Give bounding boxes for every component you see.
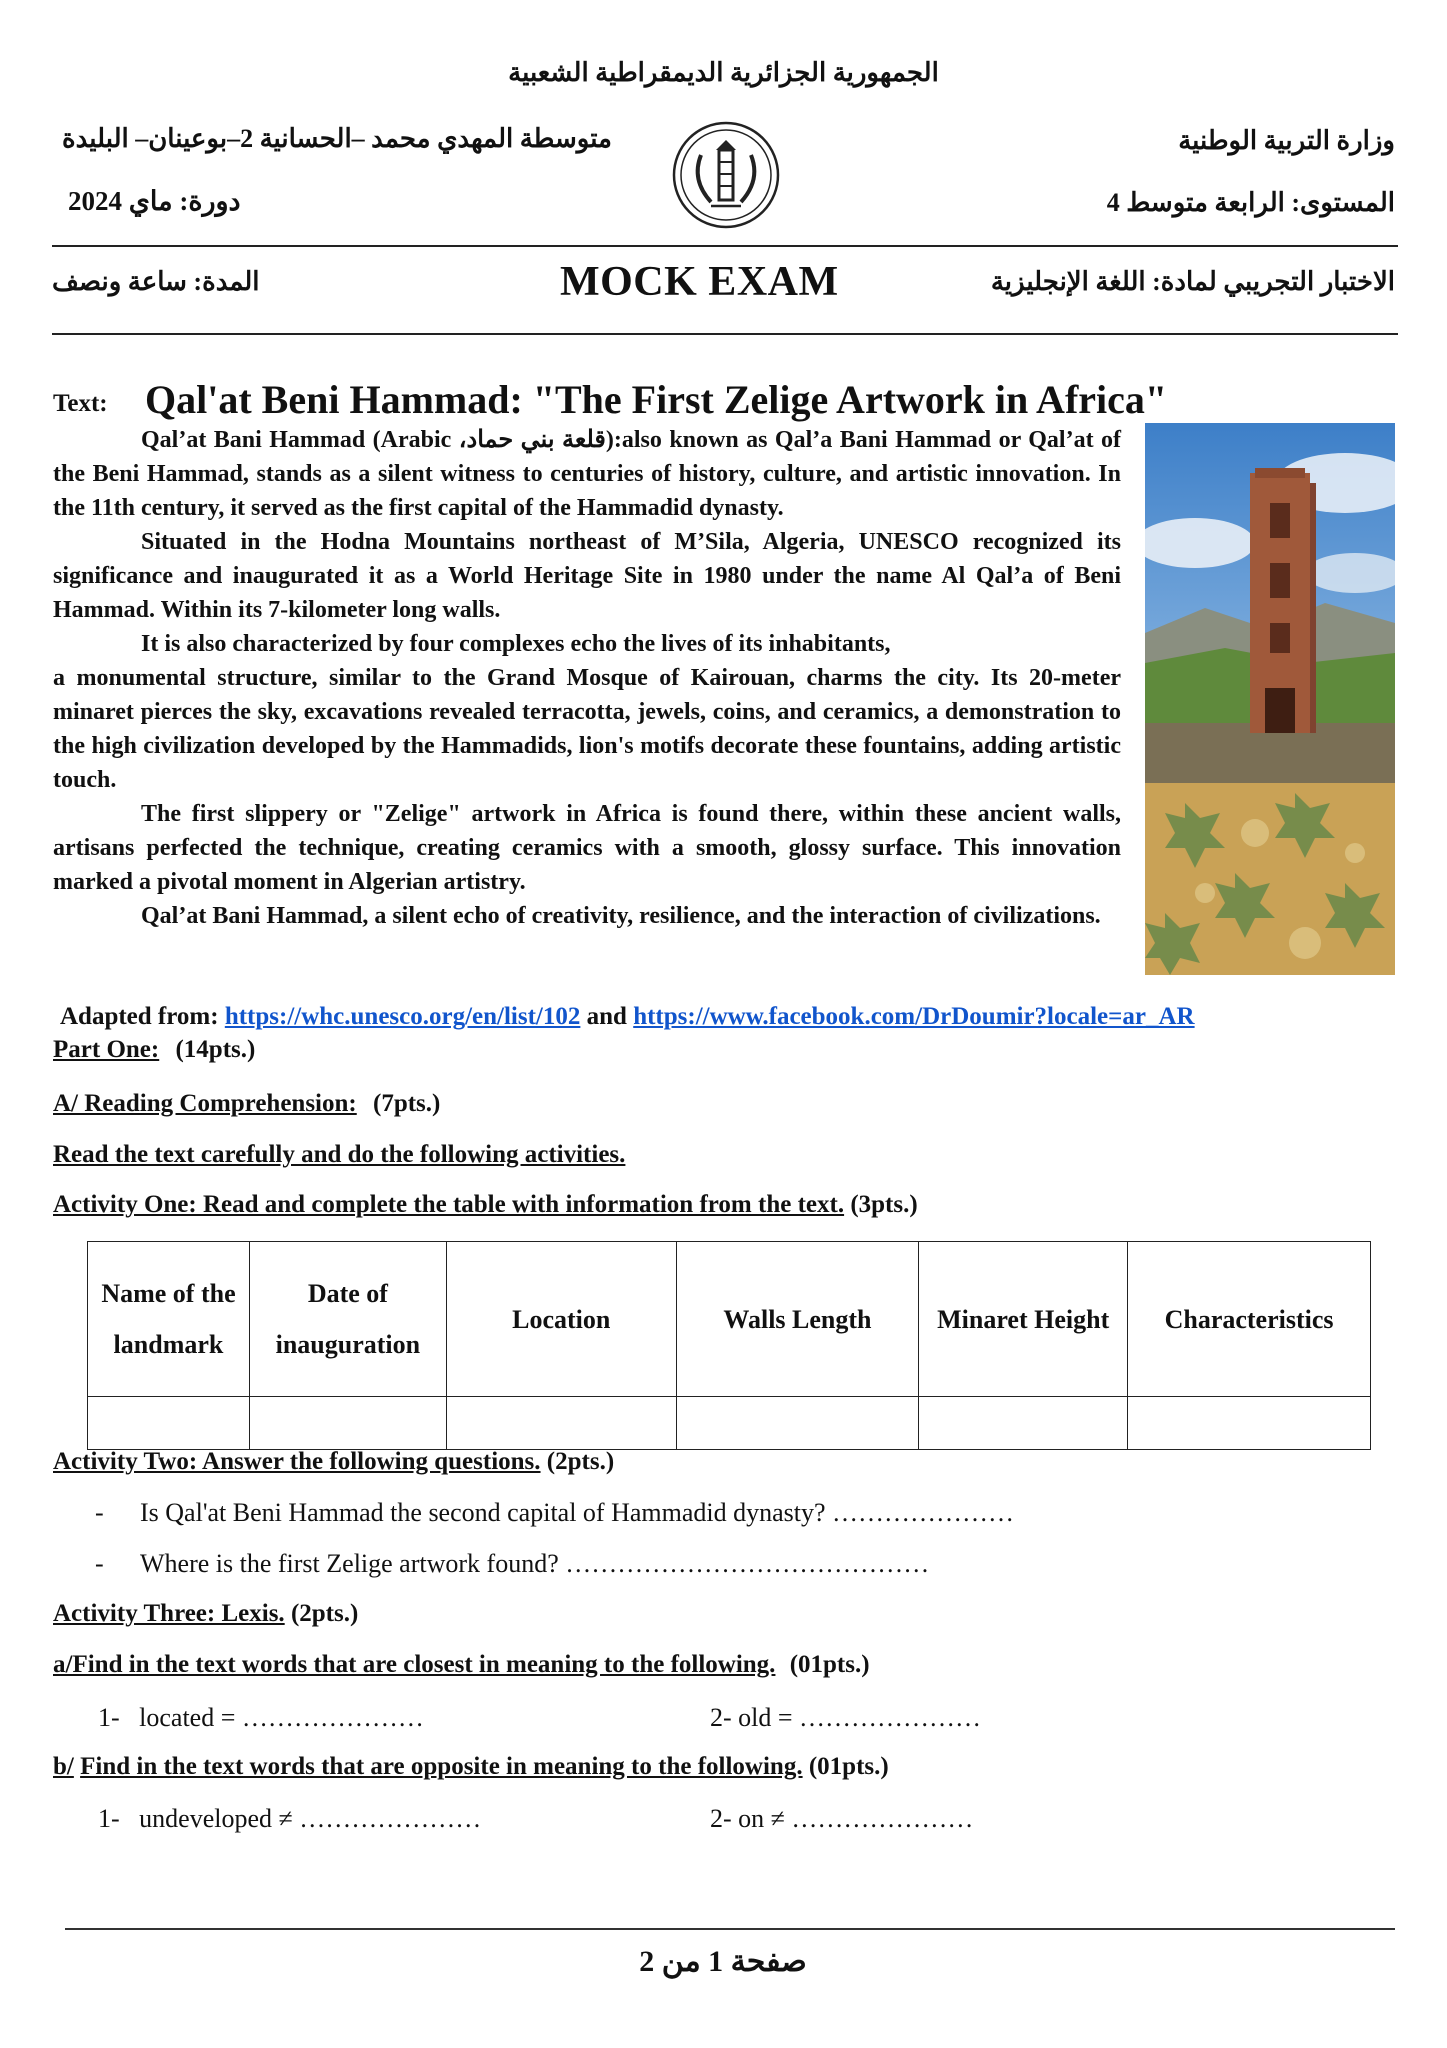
text-paragraph-6: Qal’at Bani Hammad, a silent echo of creativity, resilience, and the interaction of civilizations. — [141, 903, 1101, 929]
text-title: Qal'at Beni Hammad: "The First Zelige Artwork in Africa" — [145, 377, 1168, 422]
table-header-row — [88, 1242, 1371, 1397]
activity-one-heading — [53, 1191, 918, 1219]
lexis-a-item-2: 2- old = ………………… — [710, 1703, 982, 1732]
question-2-text: Where is the first Zelige artwork found? …………………………………… — [140, 1549, 930, 1578]
lexis-a-title: a/Find in the text words that are closest in meaning to the following. — [53, 1651, 776, 1678]
activity-three-points: (2pts.) — [290, 1600, 359, 1627]
activity-three-title: Activity Three: Lexis. — [53, 1600, 285, 1627]
duration-label: المدة: ساعة ونصف — [52, 267, 260, 296]
answer-cell-date[interactable] — [249, 1397, 446, 1450]
text-body — [53, 423, 1121, 933]
lexis-b-title: Find in the text words that are opposite in meaning to the following. — [80, 1753, 803, 1780]
activity-two-points: (2pts.) — [546, 1448, 615, 1475]
source-link-facebook[interactable]: https://www.facebook.com/DrDoumir?locale=ar_AR — [633, 1003, 1195, 1030]
header-divider-bottom — [52, 333, 1398, 335]
zelige-tiles-photo — [1145, 783, 1395, 975]
lexis-b-item-2: 2- on ≠ ………………… — [710, 1804, 974, 1833]
col-characteristics: Characteristics — [1128, 1242, 1371, 1397]
reading-label: A/ Reading Comprehension: — [53, 1090, 357, 1117]
activity-two-heading — [53, 1448, 614, 1476]
exam-subject-label: الاختبار التجريبي لمادة: اللغة الإنجليزية — [990, 267, 1395, 296]
lexis-b-prefix: b/ — [53, 1753, 74, 1780]
text-paragraph-4: a monumental structure, similar to the Grand Mosque of Kairouan, charms the city. Its 20-meter minaret pierces the sky, excavations revealed terracotta, jewels, coins, and ceramics, a demonstration to the high civilization developed by the Hammadids, lion's motifs decorate these fountains, adding artistic touch. — [53, 665, 1121, 793]
part-one-heading — [53, 1036, 255, 1064]
question-1 — [95, 1498, 1014, 1528]
col-walls-length: Walls Length — [676, 1242, 919, 1397]
lexis-b-heading — [53, 1753, 889, 1781]
ministry-label: وزارة التربية الوطنية — [1178, 126, 1395, 155]
lexis-b-item-1: 1- undeveloped ≠ ………………… — [98, 1804, 482, 1833]
minaret-photo — [1145, 423, 1395, 783]
activity-one-table — [87, 1241, 1371, 1450]
republic-title: الجمهورية الجزائرية الديمقراطية الشعبية — [508, 58, 939, 87]
col-landmark-name: Name of the landmark — [88, 1242, 250, 1397]
text-paragraph-3: It is also characterized by four complexes echo the lives of its inhabitants, — [141, 631, 891, 657]
reading-comprehension-heading — [53, 1090, 440, 1118]
activity-one-points: (3pts.) — [850, 1191, 918, 1218]
table-answer-row — [88, 1397, 1371, 1450]
answer-cell-location[interactable] — [446, 1397, 676, 1450]
activity-one-title: Activity One: Read and complete the table with information from the text. — [53, 1191, 845, 1218]
question-1-text: Is Qal'at Beni Hammad the second capital of Hammadid dynasty? ………………… — [140, 1498, 1015, 1527]
text-paragraph-2: Situated in the Hodna Mountains northeast of M’Sila, Algeria, UNESCO recognized its significance and inaugurated it as a World Heritage Site in 1980 under the name Al Qal’a of Beni Hammad. Within its 7-kilometer long walls. — [53, 529, 1121, 623]
activity-two-title: Activity Two: Answer the following questions. — [53, 1448, 541, 1475]
lexis-b-points: (01pts.) — [808, 1753, 889, 1780]
source-and: and — [586, 1003, 627, 1030]
school-emblem-logo — [671, 120, 781, 230]
exam-title: MOCK EXAM — [560, 259, 839, 305]
text-label: Text: — [53, 390, 108, 417]
footer-divider — [65, 1928, 1395, 1930]
bullet-dash: - — [95, 1549, 104, 1578]
header-divider-top — [52, 245, 1398, 247]
school-label: متوسطة المهدي محمد –الحسانية 2–بوعينان– البليدة — [62, 124, 612, 153]
activity-three-heading — [53, 1600, 358, 1628]
text-paragraph-1: Qal’at Bani Hammad (Arabic ،قلعة بني حماد):also known as Qal’a Bani Hammad or Qal’at of the Beni Hammad, stands as a silent witness to centuries of history, culture, and artistic innovation. In the 11th century, it served as the first capital of the Hammadid dynasty. — [53, 427, 1122, 521]
page-number: صفحة 1 من 2 — [639, 1945, 807, 1978]
part-one-label: Part One: — [53, 1036, 160, 1063]
part-one-points: (14pts.) — [175, 1036, 256, 1063]
lexis-a-heading — [53, 1651, 870, 1679]
bullet-dash: - — [95, 1498, 104, 1527]
col-location: Location — [446, 1242, 676, 1397]
col-inauguration-date: Date of inauguration — [249, 1242, 446, 1397]
reading-instruction: Read the text carefully and do the following activities. — [53, 1141, 626, 1168]
text-paragraph-5: The first slippery or "Zelige" artwork in Africa is found there, within these ancient walls, artisans perfected the technique, creating ceramics with a smooth, glossy surface. This innovation marked a pivotal moment in Algerian artistry. — [53, 801, 1121, 895]
answer-cell-characteristics[interactable] — [1128, 1397, 1371, 1450]
lexis-a-item-1: 1- located = ………………… — [98, 1703, 424, 1732]
session-label: دورة: ماي 2024 — [68, 186, 241, 216]
reading-points: (7pts.) — [373, 1090, 441, 1117]
answer-cell-walls[interactable] — [676, 1397, 919, 1450]
question-2 — [95, 1549, 929, 1579]
source-line — [60, 1003, 1195, 1031]
level-label: المستوى: الرابعة متوسط 4 — [1106, 188, 1395, 217]
col-minaret-height: Minaret Height — [919, 1242, 1128, 1397]
source-label: Adapted from: — [60, 1003, 219, 1030]
answer-cell-minaret[interactable] — [919, 1397, 1128, 1450]
source-link-unesco[interactable]: https://whc.unesco.org/en/list/102 — [224, 1003, 581, 1030]
answer-cell-landmark[interactable] — [88, 1397, 250, 1450]
lexis-a-points: (01pts.) — [789, 1651, 870, 1678]
